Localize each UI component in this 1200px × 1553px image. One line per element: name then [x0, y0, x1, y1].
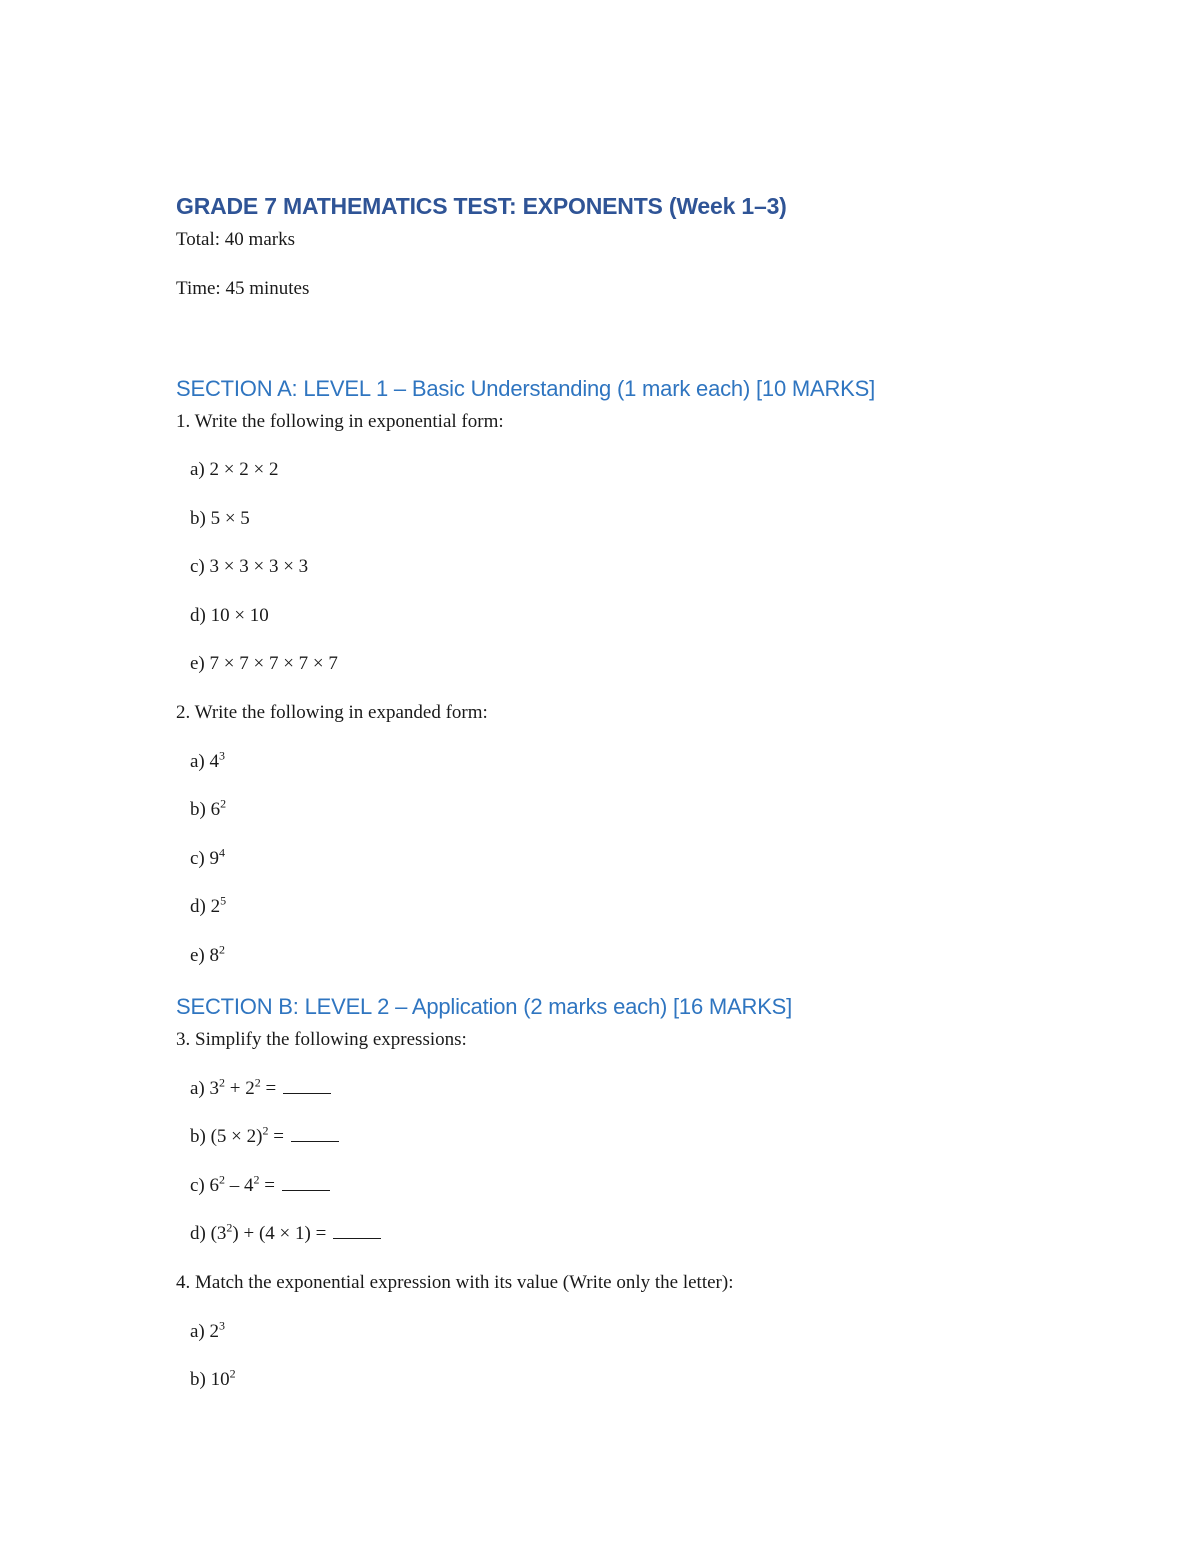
q2-item-d: d) $2^5$ [190, 893, 227, 917]
answer-blank[interactable] [291, 1127, 339, 1142]
q1-item-d: d) 10 × 10 [190, 605, 269, 626]
section-b-heading: SECTION B: LEVEL 2 – Application (2 marks each) [16 MARKS] [176, 994, 793, 1019]
q4-item-b: b) $10^2$ [190, 1366, 236, 1390]
answer-blank[interactable] [333, 1224, 381, 1239]
test-title: GRADE 7 MATHEMATICS TEST: EXPONENTS (Week 1–3) [176, 193, 787, 219]
question-3-prompt: 3. Simplify the following expressions: [176, 1029, 467, 1050]
time-limit: Time: 45 minutes [176, 278, 310, 299]
q2-item-b: b) $6^2$ [190, 796, 227, 820]
q2-item-e: e) $8^2$ [190, 942, 226, 966]
question-2-prompt: 2. Write the following in expanded form: [176, 702, 488, 723]
q1-item-a: a) 2 × 2 × 2 [190, 459, 279, 480]
q4-item-a: a) $2^3$ [190, 1318, 226, 1342]
q3-item-c: c) $6^2 - 4^2$ = [190, 1175, 330, 1197]
q1-item-e: e) 7 × 7 × 7 × 7 × 7 [190, 653, 338, 674]
q3-item-a: a) $3^2 + 2^2$ = [190, 1078, 331, 1100]
q3-item-d: d) $(3^2) + (4 \times 1)$ = [190, 1223, 381, 1245]
q3-item-b: b) $(5 \times 2)^2$ = [190, 1126, 339, 1148]
section-a-heading: SECTION A: LEVEL 1 – Basic Understanding (1 mark each) [10 MARKS] [176, 376, 876, 401]
question-1-prompt: 1. Write the following in exponential form: [176, 411, 504, 432]
q1-item-b: b) 5 × 5 [190, 508, 250, 529]
q2-item-c: c) $9^4$ [190, 845, 226, 869]
answer-blank[interactable] [283, 1079, 331, 1094]
q1-item-c: c) 3 × 3 × 3 × 3 [190, 556, 309, 577]
question-4-prompt: 4. Match the exponential expression with its value (Write only the letter): [176, 1272, 734, 1293]
answer-blank[interactable] [282, 1176, 330, 1191]
total-marks: Total: 40 marks [176, 229, 295, 250]
q2-item-a: a) $4^3$ [190, 748, 226, 772]
